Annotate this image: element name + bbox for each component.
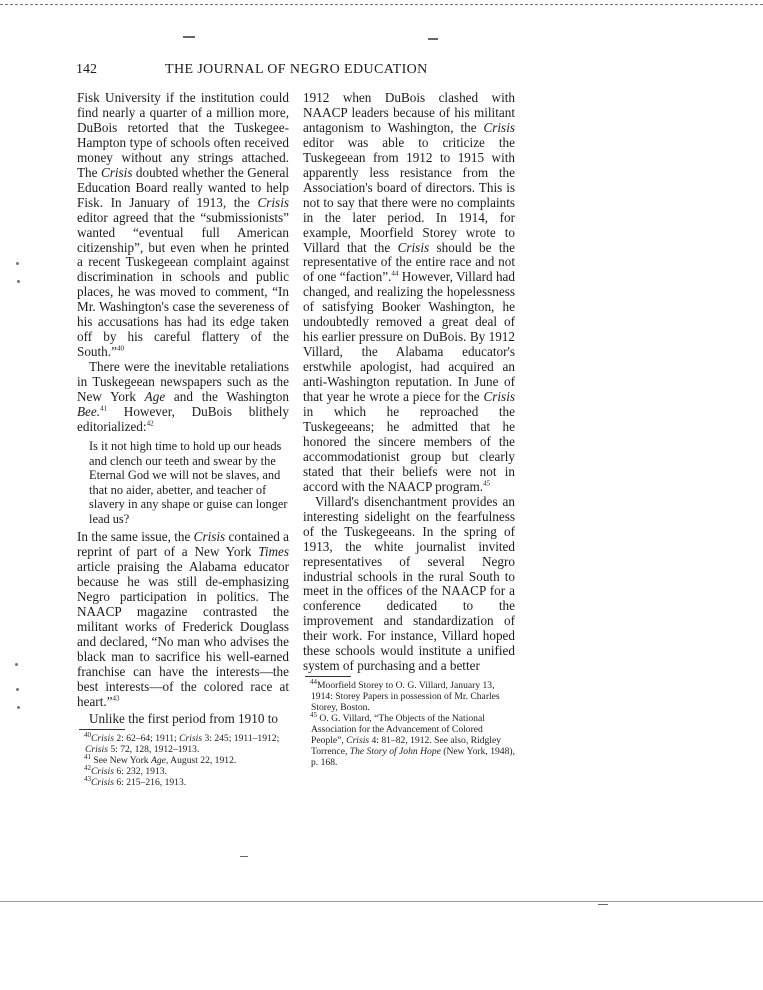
scan-mark [183, 36, 195, 38]
running-head: THE JOURNAL OF NEGRO EDUCATION [165, 62, 428, 77]
footnote-ref: 44 [391, 270, 399, 279]
footnote: $^{41}$ See New York Age, August 22, 1912. [84, 752, 237, 766]
paragraph: Fisk University if the institution could find nearly a quarter of a million more, DuBois retorted that the Tuskegee-Hampton type of schools often received money without any strings attached. The Crisis doubted whether the General Education Board really wanted to help Fisk. In January of 1913, the Crisis editor agreed that the “submissionists” wanted “eventual full American citizenship”, but even when he printed a recent Tuskegeean complaint against discrimination in schools and public places, he was moved to comment, “In Mr. Washington's case the severeness of his accusations has had its edge taken off by his careful flattery of the South.”$^{40}$ [77, 90, 289, 360]
page-number: 142 [76, 62, 97, 77]
paragraph: 1912 when DuBois clashed with NAACP leaders because of his militant antagonism to Washington, the Crisis editor was able to criticize the Tuskegeean from 1912 to 1915 with apparently less resistance from the Association's board of directors. This is not to say that there were no complaints in the later period. In 1914, for example, Moorfield Storey wrote to Villard that the Crisis should be the representative of the entire race and not of one “faction”.$^{44}$ However, Villard had changed, and realizing the hopelessness of satisfying Booker Washington, he undoubtedly removed a great deal of his earlier pressure on DuBois. By 1912 Villard, the Alabama educator's erstwhile apologist, had acquired an anti-Washington reputation. In June of that year he wrote a piece for the Crisis in which he reproached the Tuskegeeans; he admitted that he honored the sincere members of the accommodationist group but clearly stated that their beliefs were not in accord with the NAACP program.$^{45}$ [303, 90, 515, 494]
footnote-ref: 42 [146, 419, 154, 428]
footnote-ref: 43 [112, 694, 120, 703]
footnotes [77, 730, 289, 788]
paragraph: There were the inevitable retaliations in Tuskegeean newspapers such as the New York Age and the Washington Bee.$^{41}$ However, DuBois blithely editorialized:$^{42}$ [77, 359, 289, 434]
footnote-ref: 45 [483, 479, 491, 488]
footnote: $^{40}$Crisis 2: 62–64; 1911; Crisis 3: 245; 1911–1912; Crisis 5: 72, 128, 1912–1913. [84, 730, 280, 755]
footnote: $^{44}$Moorfield Storey to O. G. Villard, January 13, 1914: Storey Papers in possession of Mr. Charles Storey, Boston. [310, 677, 500, 714]
scan-speck [15, 663, 18, 666]
footnote-ref: 41 [100, 404, 108, 413]
scan-mark [598, 904, 608, 905]
footnotes [303, 677, 515, 769]
scan-speck [16, 262, 19, 265]
paragraph: Unlike the first period from 1910 to [89, 710, 278, 726]
paragraph: Villard's disenchantment provides an interesting sidelight on the fearfulness of the Tuskegeeans. In the spring of 1913, the white journalist invited representatives of several Negro industrial schools in the rural South to meet in the offices of the NAACP for a conference dedicated to the improvement and standardization of their work. For instance, Villard hoped these schools would institute a unified system of purchasing and a better [303, 493, 515, 674]
footnote-number: 40 [84, 730, 91, 739]
footnote-number: 42 [84, 763, 91, 772]
footnote-ref: 40 [116, 344, 124, 353]
footnote: $^{42}$Crisis 6: 232, 1913. [84, 763, 167, 777]
scan-speck [17, 280, 20, 283]
left-column [77, 91, 289, 788]
scan-speck [17, 706, 20, 709]
footnote-number: 45 [310, 710, 317, 719]
scan-edge-top [0, 4, 763, 5]
scan-edge-bottom [0, 901, 763, 902]
scan-speck [16, 688, 19, 691]
block-quote: Is it not high time to hold up our heads and clench our teeth and swear by the Eternal God we will not be slaves, and that no aider, abetter, and teacher of slavery in any shape or guise can longer lead us? [89, 438, 288, 526]
scan-mark [428, 38, 438, 40]
footnote-number: 43 [84, 774, 91, 783]
right-column [303, 91, 515, 768]
scan-mark [240, 856, 248, 857]
footnote-number: 44 [310, 677, 317, 686]
paragraph: In the same issue, the Crisis contained a reprint of part of a New York Times article praising the Alabama educator because he was still de-emphasizing Negro participation in politics. The NAACP magazine contrasted the militant works of Frederick Douglass and declared, “No man who advises the black man to sacrifice his well-earned franchise can have the interests—the best interests—of the colored race at heart.”$^{43}$ [77, 529, 289, 709]
footnote-number: 41 [84, 752, 91, 761]
footnote: $^{45}$ O. G. Villard, “The Objects of the National Association for the Advancement of Colored People”, Crisis 4: 81–82, 1912. See also, Ridgley Torrence, The Story of John Hope (New York, 1948), p. 168. [310, 710, 515, 769]
footnote: $^{43}$Crisis 6: 215–216, 1913. [84, 774, 187, 788]
